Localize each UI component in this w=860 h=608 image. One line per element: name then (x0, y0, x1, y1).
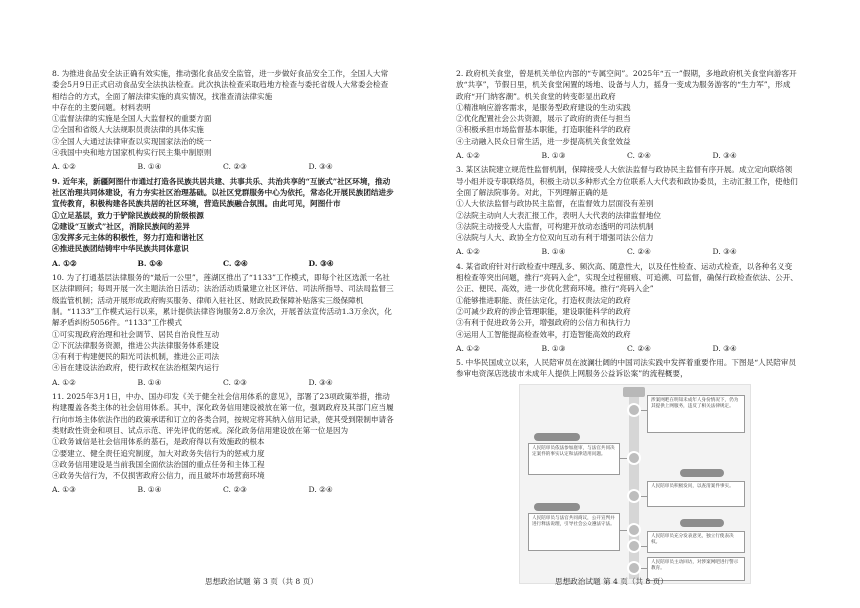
option-a[interactable]: A. ①② (52, 258, 77, 268)
question-4-item-4: ④运用人工智能提高检查效率，打造智能高效的政府 (456, 329, 631, 339)
flowchart-node (627, 561, 641, 575)
option-b[interactable]: B. ①④ (541, 247, 566, 257)
question-11-stem: 11. 2025年3月1日，中办、国办印发《关于健全社会信用体系的意见》，部署了23项政策举措，推动构建覆盖各类主体的社会信用体系。其中，深化政务信用建设被放在第一位，强调政府及其部门应当履行向市场主体依法作出的政策承诺和订立的各类合同，按规定将其纳入信用记录，使其受到限制申请各类财政性资金和项目、试点示范、评先评优的惩戒。深化政务信用建设放在第一位是因为 (52, 392, 394, 435)
option-a[interactable]: A. ①② (456, 151, 480, 161)
question-8-stem-cont: 中存在的主要问题。材料表明 (52, 102, 151, 112)
question-8-item-4: ④我国中央和地方国家机构实行民主集中制原则 (52, 148, 212, 158)
question-9-item-1: ①立足基层，致力于铲除民族歧视的阶级根源 (52, 210, 204, 220)
option-c[interactable]: C. ②③ (223, 485, 247, 495)
flowchart-box-2: 人民陪审员依法参加庭审，与法官共同决定案件的事实认定和法律适用问题。 (528, 443, 620, 475)
question-8-item-2: ②全国和省级人大法规职员责法律的具体实施 (52, 125, 204, 135)
question-3-options (456, 246, 798, 257)
question-10-options (52, 377, 394, 388)
question-4-options (456, 343, 798, 354)
question-5-stem: 5. 中华民国成立以来，人民陪审员在波澜壮阔的中国司法实践中发挥着重要作用。下图是“人民陪审员参审电资深店选拔市未成年人提供上网服务公益诉讼案”的流程概要， (456, 358, 797, 379)
question-9 (52, 176, 394, 269)
question-11 (52, 391, 394, 496)
question-8-stem: 8. 为推进食品安全法正确有效实施，推动强化食品安全监管，进一步做好食品安全工作，全国人大常委会5月9日正式启动食品安全法执法检查。此次执法检查采取趋地方检查与委托省级人大常委会检查相结合的方式，全面了解法律实施的真实情况，找准查清法律实施 (52, 69, 389, 101)
flowchart-box-1: 涉案网吧在明知未成年人身份情况下，仍为其提供上网服务，违反了相关法律规定。 (647, 395, 745, 433)
question-8-item-1: ①监督法律的实施是全国人大监督权的重要方面 (52, 114, 212, 124)
question-9-stem: 9. 近年来，新疆阿图什市通过打造各民族共居共建、共事共乐、共治共享的“互嵌式”社区环境，推动社区治理共同体建设，有力夯实社区治理基础。以社区党群服务中心为依托，常态化开展民族团结进步宣传教育，积极构建各民族共居的社区环境，营造民族融合氛围。由此可见，阿图什市 (52, 176, 394, 209)
right-page-footer: 思想政治试题 第 4 页（共 8 页） (555, 577, 668, 586)
flowchart-box-3: 人民陪审员积极发问，以查清案件事实。 (647, 481, 745, 507)
option-d[interactable]: D. ③④ (712, 247, 737, 257)
question-2-stem: 2. 政府机关食堂，曾是机关单位内部的“专属空间”。2025年“五一”假期，多地政府机关食堂向游客开放“共享”，节假日里，机关食堂闲置的场地、设备与人力，摇身一变成为服务游客的“生力军”，形成政府“开门纳客潮”。机关食堂的转变彰显出政府 (456, 69, 797, 101)
flowchart-step-tag (534, 433, 580, 441)
question-10-item-1: ①可实现政府治理和社会调节、居民自治良性互动 (52, 329, 220, 339)
option-a[interactable]: A. ①② (456, 247, 480, 257)
question-11-options (52, 484, 394, 495)
question-2-options (456, 150, 798, 161)
question-11-item-1: ①政务诚信是社会信用体系的基石，是政府得以有效施政的根本 (52, 437, 265, 447)
question-3-item-3: ③法院主动接受人大监督，可构建开放动态透明的司法机制 (456, 221, 654, 231)
option-d[interactable]: D. ③④ (308, 162, 333, 172)
option-c[interactable]: C. ②④ (627, 151, 651, 161)
flowchart-node (627, 489, 641, 503)
option-b[interactable]: B. ①④ (137, 162, 162, 172)
flowchart-spine-cap (623, 387, 645, 397)
flowchart-node (627, 523, 641, 537)
question-11-item-2: ②要建立、健全责任追究制度，加大对政务失信行为的惩戒力度 (52, 448, 265, 458)
option-c[interactable]: C. ②③ (223, 162, 247, 172)
question-11-item-3: ③政务信用建设是当前我国全面依法治国的重点任务和主体工程 (52, 459, 265, 469)
option-d[interactable]: D. ②④ (308, 485, 333, 495)
question-9-item-2: ②建设“互嵌式”社区，消除民族间的差异 (52, 221, 190, 231)
left-page-column (52, 68, 394, 499)
left-page-footer: 思想政治试题 第 3 页（共 8 页） (205, 577, 318, 586)
question-4 (456, 261, 798, 354)
flowchart-box-4: 人民陪审员充分发表意见，独立行使表决权。 (647, 531, 745, 553)
question-3-item-4: ④法院与人大、政协全方位双向互动有利于增强司法公信力 (456, 233, 654, 243)
question-8-item-3: ③全国人大通过法律审查以实现国家法治的统一 (52, 136, 212, 146)
question-3-item-2: ②法院主动向人大表汇报工作，表明人大代表的法律监督地位 (456, 210, 662, 220)
option-b[interactable]: B. ①④ (137, 485, 162, 495)
option-b[interactable]: B. ①④ (137, 258, 163, 268)
option-c[interactable]: C. ②③ (223, 377, 247, 387)
question-10-stem: 10. 为了打通基层法律服务的“最后一公里”，莲湖区推出了“1133”工作模式，即每个社区选派一名社区法律顾问；每周开展一次主题法治日活动；法治活动质量建立社区评估、司法所指导、司法局监督三级监管机制；活动开展形成政府购买服务、律师入驻社区、财政民政保障补贴落实三级保障机制。“1133”工作模式运行以来，累计提供法律咨询服务2.8万余次，开展普法宣传活动1.3万余次，化解矛盾纠纷5056件。“1133”工作模式 (52, 273, 394, 328)
question-2-item-3: ③积极承担市场监督基本职能，打造职能科学的政府 (456, 125, 631, 135)
option-d[interactable]: D. ③④ (712, 151, 737, 161)
question-3-item-1: ①人大依法监督与政协民主监督，在监督效力层面没有差别 (456, 199, 654, 209)
option-b[interactable]: B. ①③ (541, 151, 566, 161)
option-b[interactable]: B. ①③ (541, 343, 566, 353)
option-c[interactable]: C. ②④ (223, 258, 248, 268)
question-2-item-1: ①精准响应游客需求，是服务型政府建设的生动实践 (456, 102, 631, 112)
option-a[interactable]: A. ①② (456, 343, 480, 353)
question-10-item-4: ④旨在建设法治政府，使行政权在法治框架内运行 (52, 363, 220, 373)
flowchart-box-5: 人民陪审员与法官共同商议，公开宣判并进行释法说理，引导社会公众遵法守法。 (528, 513, 620, 551)
right-page-column (456, 68, 798, 584)
question-11-item-4: ④政务失信行为，不仅损害政府公信力，而且破坏市场营商环境 (52, 471, 265, 481)
option-d[interactable]: D. ③④ (712, 343, 737, 353)
question-4-item-3: ③有利于促进政务公开，增强政府的公信力和执行力 (456, 318, 631, 328)
question-8-options (52, 161, 394, 172)
flowchart-node (627, 539, 641, 553)
question-4-item-1: ①能够推进职能、责任法定化，打造权责法定的政府 (456, 295, 631, 305)
option-d[interactable]: D. ③④ (308, 377, 333, 387)
question-2 (456, 68, 798, 161)
option-b[interactable]: B. ①④ (137, 377, 162, 387)
flowchart-step-tag (534, 503, 580, 511)
flowchart-step-tag (680, 469, 724, 477)
option-a[interactable]: A. ①③ (52, 485, 76, 495)
question-10 (52, 272, 394, 388)
flowchart-node (627, 403, 641, 417)
flowchart-box-6: 人民陪审员主动回访，对涉案网吧进行警示教育。 (647, 557, 745, 581)
question-2-item-4: ④主动融入民众日常生活，进一步提高机关食堂效益 (456, 136, 631, 146)
option-a[interactable]: A. ①② (52, 162, 76, 172)
question-9-item-3: ③发挥多元主体的积极性，努力打造和谐社区 (52, 233, 204, 243)
question-10-item-3: ③有利于构建便民的阳光司法机制，推进公正司法 (52, 352, 220, 362)
jury-process-flowchart (519, 384, 751, 584)
option-c[interactable]: C. ②④ (627, 247, 651, 257)
question-4-item-2: ②可减少政府的涉企管理职能，建设职能科学的政府 (456, 306, 631, 316)
question-5 (456, 357, 798, 380)
flowchart-node (627, 451, 641, 465)
question-9-item-4: ④推进民族团结铸牢中华民族共同体意识 (52, 244, 189, 254)
question-10-item-2: ②下沉法律服务资源，推进公共法律服务体系建设 (52, 340, 220, 350)
question-4-stem: 4. 某省政府针对行政检查中理乱多、频次高、随意性大，以及任性检查、运动式检查，以各种名义变相检查等突出问题，推行“亮码入企”，实现全过程留痕、可追溯、可监督，确保行政检查依法、公开、公正、便民、高效，进一步优化营商环境。推行“亮码入企” (456, 261, 798, 294)
flowchart-step-tag (680, 519, 724, 527)
question-9-options (52, 258, 394, 269)
flowchart-connector (620, 458, 627, 459)
option-c[interactable]: C. ②④ (627, 343, 651, 353)
question-3 (456, 164, 798, 257)
question-8 (52, 68, 394, 173)
question-3-stem: 3. 某区法院建立规范性监督机制，保障接受人大依法监督与政协民主监督有序开展。成立定向联络领导小组并设专职联络员，积极主动以多种形式全方位联系人大代表和政协委员，主动汇报工作，使他们全面了解法院事务。对此，下列理解正确的是 (456, 165, 798, 197)
flowchart-connector (620, 530, 627, 531)
option-d[interactable]: D. ③④ (308, 258, 334, 268)
option-a[interactable]: A. ①② (52, 377, 76, 387)
question-2-item-2: ②优化配置社会公共资源，展示了政府的责任与担当 (456, 114, 631, 124)
